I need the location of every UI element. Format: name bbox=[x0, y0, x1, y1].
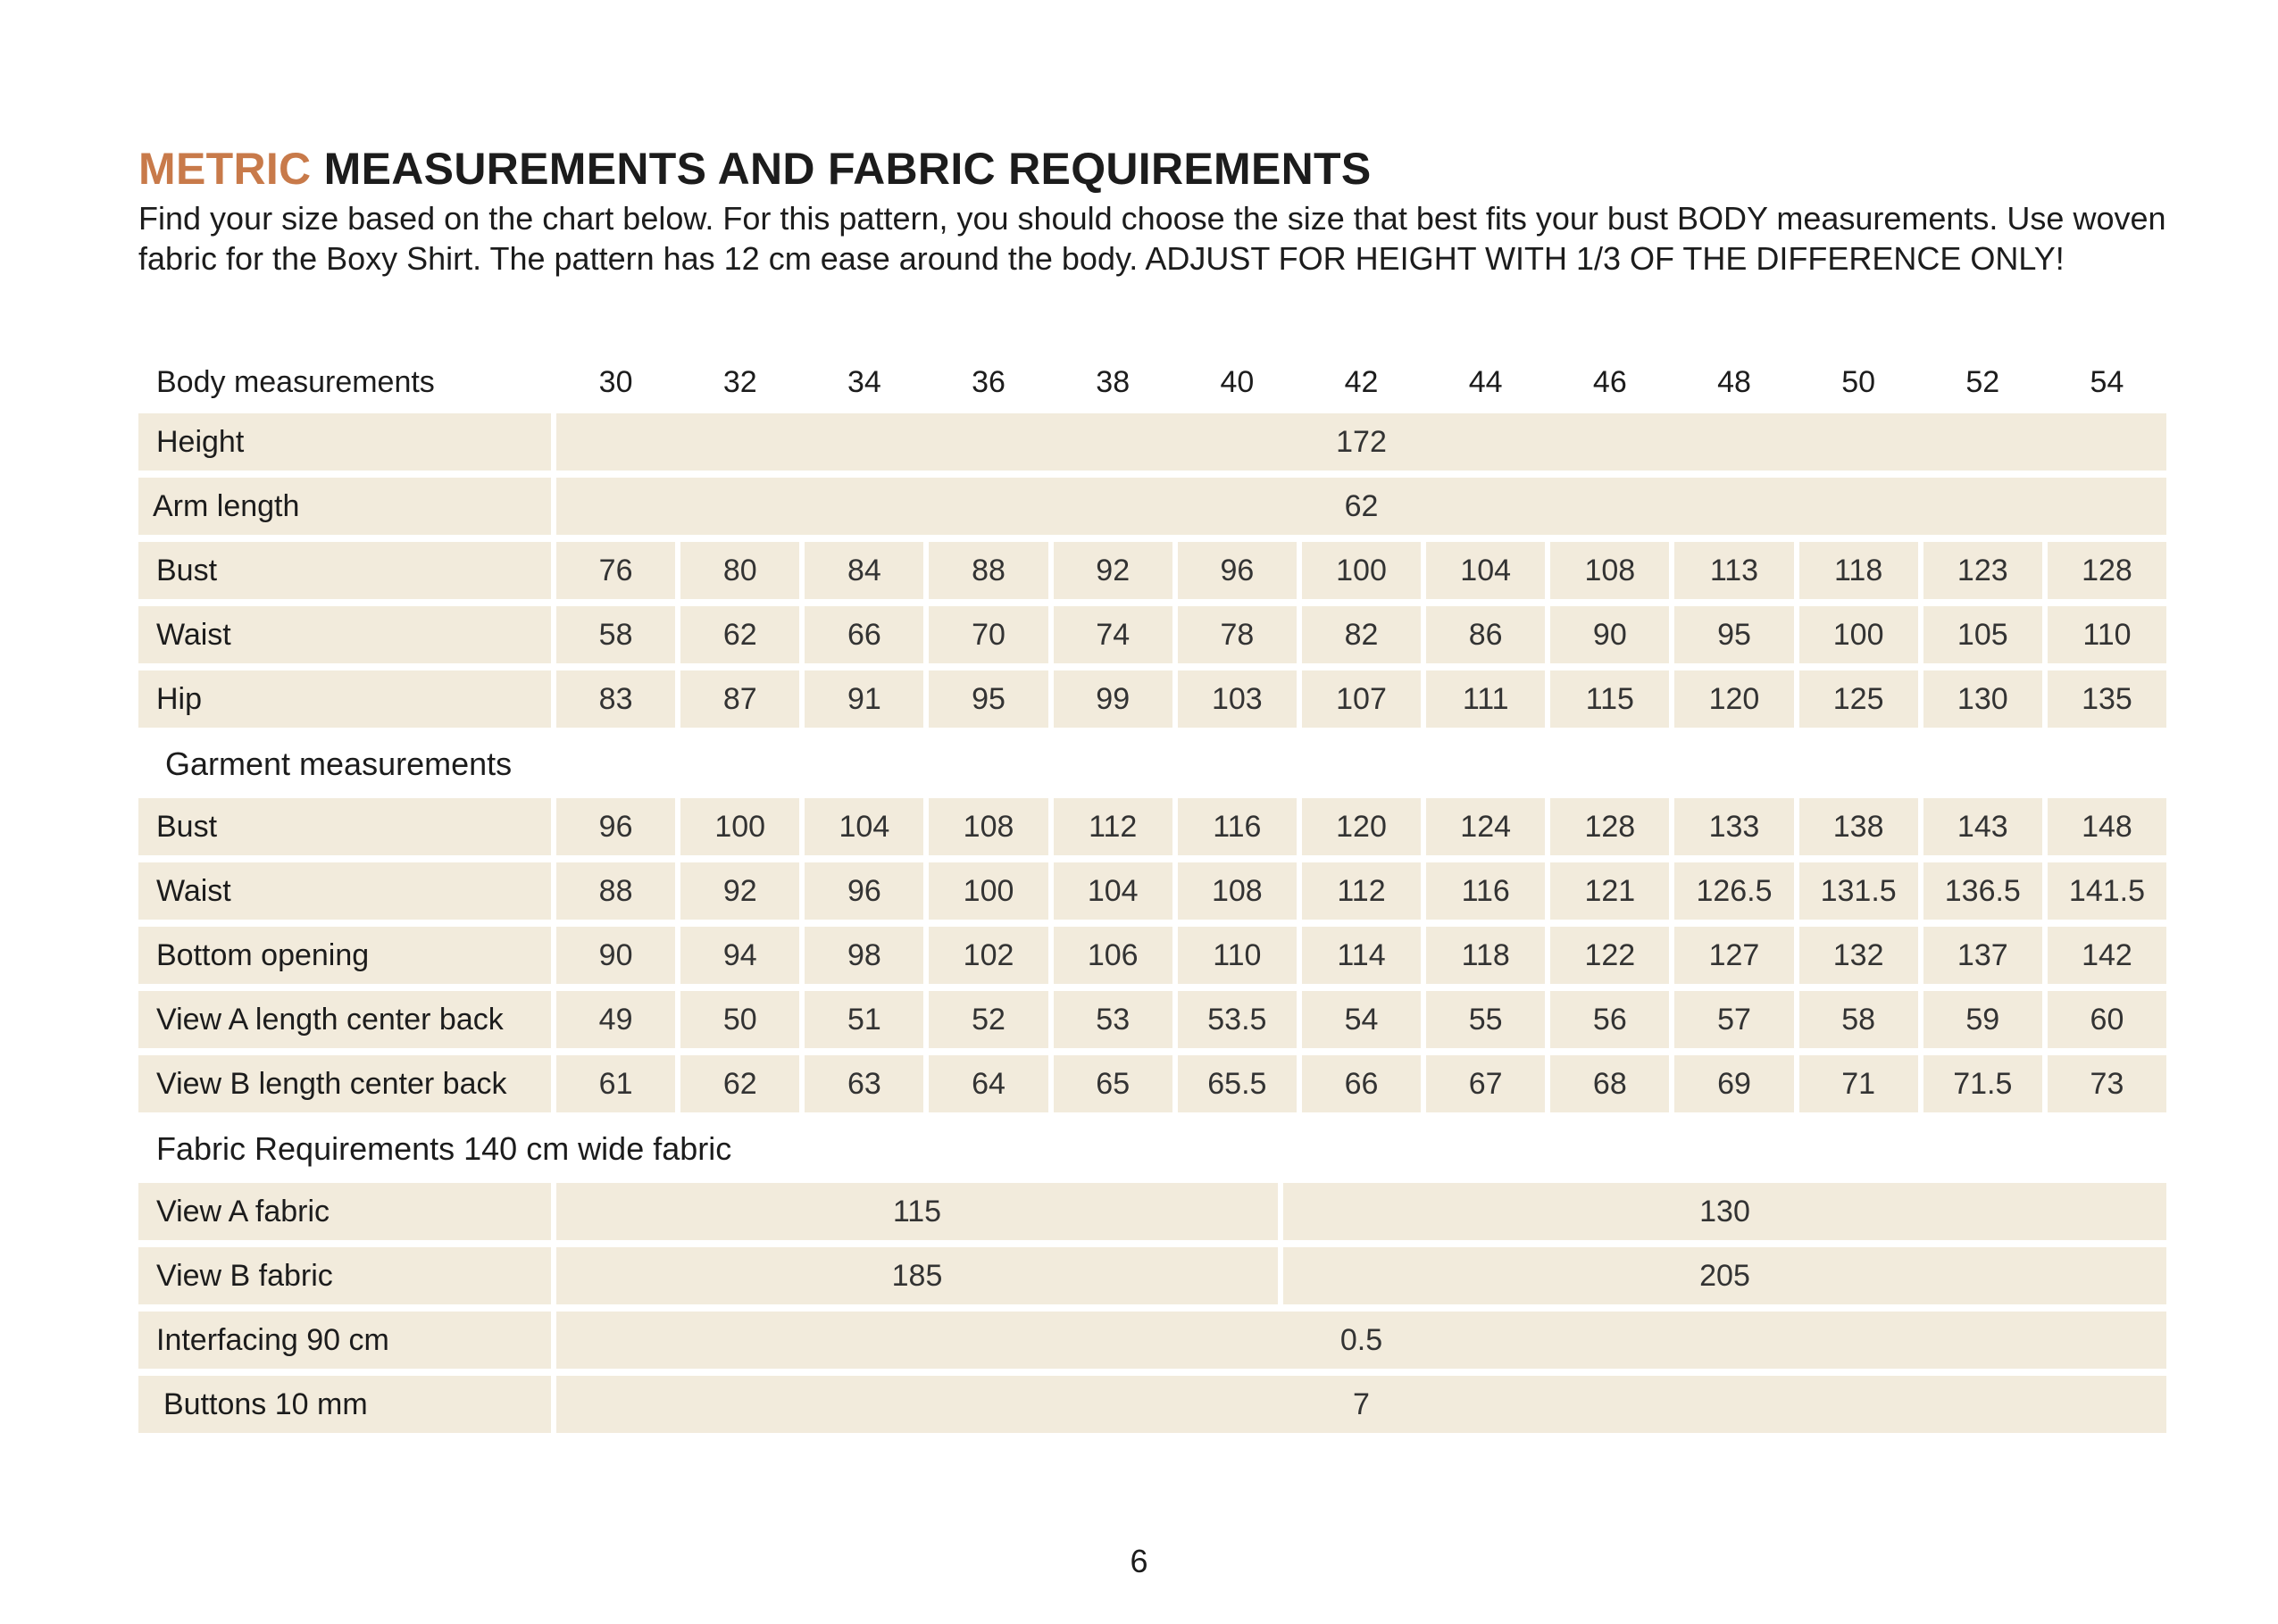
measurement-cell: 66 bbox=[1302, 1055, 1421, 1112]
measurement-cell: 62 bbox=[680, 606, 799, 663]
measurement-cell: 115 bbox=[1550, 670, 1669, 728]
measurement-cell: 103 bbox=[1178, 670, 1297, 728]
measurement-cell: 69 bbox=[1674, 1055, 1793, 1112]
measurement-cell: 148 bbox=[2048, 798, 2166, 855]
intro-text: Find your size based on the chart below. For this pattern, you should choose the size that best fits your bust BODY measurements. Use woven fabric for the Boxy Shirt. The pattern has 12 cm ease around the body. ADJUST FOR HEIGHT WITH 1/3 OF THE DIFFERENCE ONLY! bbox=[138, 200, 2166, 277]
measurement-cell: 116 bbox=[1178, 798, 1297, 855]
view-a-fabric-large: 130 bbox=[1283, 1183, 2166, 1240]
measurement-cell: 104 bbox=[1426, 542, 1545, 599]
view-b-fabric-small: 185 bbox=[556, 1247, 1278, 1304]
measurement-cell: 100 bbox=[929, 862, 1047, 920]
arm-length-row bbox=[138, 478, 2166, 535]
measurement-cell: 121 bbox=[1550, 862, 1669, 920]
measurement-cell: 94 bbox=[680, 927, 799, 984]
measurement-cell: 142 bbox=[2048, 927, 2166, 984]
measurement-cell: 60 bbox=[2048, 991, 2166, 1048]
row-label: Height bbox=[138, 413, 551, 471]
measurement-cell: 66 bbox=[805, 606, 923, 663]
measurement-cell: 73 bbox=[2048, 1055, 2166, 1112]
measurement-cell: 104 bbox=[1054, 862, 1172, 920]
size-header-row bbox=[138, 355, 2166, 409]
size-header-cell: 50 bbox=[1841, 364, 1876, 399]
measurement-cell: 53 bbox=[1054, 991, 1172, 1048]
measurement-cell: 78 bbox=[1178, 606, 1297, 663]
body-measurements-header: Body measurements bbox=[156, 364, 435, 399]
row-label: Waist bbox=[138, 606, 551, 663]
measurement-cell: 137 bbox=[1923, 927, 2042, 984]
measurement-cell: 111 bbox=[1426, 670, 1545, 728]
measurement-cell: 91 bbox=[805, 670, 923, 728]
measurement-cell: 125 bbox=[1799, 670, 1918, 728]
measurement-cell: 54 bbox=[1302, 991, 1421, 1048]
measurement-cell: 132 bbox=[1799, 927, 1918, 984]
measurement-cell: 108 bbox=[929, 798, 1047, 855]
measurement-cell: 136.5 bbox=[1923, 862, 2042, 920]
size-header-cell: 42 bbox=[1344, 364, 1379, 399]
measurement-cell: 95 bbox=[929, 670, 1047, 728]
measurement-cell: 138 bbox=[1799, 798, 1918, 855]
size-header-cell: 30 bbox=[598, 364, 633, 399]
measurement-cell: 107 bbox=[1302, 670, 1421, 728]
row-label: Buttons 10 mm bbox=[138, 1376, 551, 1433]
view-b-fabric-row bbox=[138, 1247, 2166, 1304]
measurement-cell: 104 bbox=[805, 798, 923, 855]
row-label: Bust bbox=[138, 542, 551, 599]
measurement-cell: 105 bbox=[1923, 606, 2042, 663]
row-label: View A fabric bbox=[138, 1183, 551, 1240]
measurement-cell: 135 bbox=[2048, 670, 2166, 728]
height-row bbox=[138, 413, 2166, 471]
view-a-fabric-small: 115 bbox=[556, 1183, 1278, 1240]
measurement-cell: 71.5 bbox=[1923, 1055, 2042, 1112]
body-rows bbox=[138, 542, 2166, 728]
size-header-cell: 48 bbox=[1717, 364, 1751, 399]
measurement-cell: 50 bbox=[680, 991, 799, 1048]
garment-measurement-row bbox=[138, 798, 2166, 855]
measurement-cell: 114 bbox=[1302, 927, 1421, 984]
measurement-cell: 96 bbox=[805, 862, 923, 920]
measurement-cell: 130 bbox=[1923, 670, 2042, 728]
measurement-cell: 87 bbox=[680, 670, 799, 728]
row-label: Interfacing 90 cm bbox=[138, 1312, 551, 1369]
measurement-cell: 106 bbox=[1054, 927, 1172, 984]
garment-measurement-row bbox=[138, 1055, 2166, 1112]
measurement-cell: 126.5 bbox=[1674, 862, 1793, 920]
row-label: Bottom opening bbox=[138, 927, 551, 984]
garment-measurement-row bbox=[138, 862, 2166, 920]
measurement-cell: 88 bbox=[929, 542, 1047, 599]
measurement-cell: 80 bbox=[680, 542, 799, 599]
size-header-cell: 44 bbox=[1468, 364, 1503, 399]
measurement-cell: 128 bbox=[2048, 542, 2166, 599]
title-accent: METRIC bbox=[138, 144, 312, 194]
measurement-cell: 63 bbox=[805, 1055, 923, 1112]
buttons-value: 7 bbox=[556, 1376, 2166, 1433]
measurement-cell: 76 bbox=[556, 542, 675, 599]
row-label: Bust bbox=[138, 798, 551, 855]
measurement-cell: 118 bbox=[1799, 542, 1918, 599]
measurement-cell: 118 bbox=[1426, 927, 1545, 984]
measurement-cell: 71 bbox=[1799, 1055, 1918, 1112]
measurement-cell: 102 bbox=[929, 927, 1047, 984]
height-value: 172 bbox=[556, 413, 2166, 471]
body-measurement-row bbox=[138, 670, 2166, 728]
measurement-cell: 67 bbox=[1426, 1055, 1545, 1112]
measurement-cell: 96 bbox=[1178, 542, 1297, 599]
row-label: Waist bbox=[138, 862, 551, 920]
measurement-cell: 112 bbox=[1054, 798, 1172, 855]
measurement-cell: 110 bbox=[1178, 927, 1297, 984]
measurement-cell: 110 bbox=[2048, 606, 2166, 663]
row-label: View A length center back bbox=[138, 991, 551, 1048]
measurement-cell: 49 bbox=[556, 991, 675, 1048]
size-header-cell: 46 bbox=[1592, 364, 1627, 399]
measurement-cell: 143 bbox=[1923, 798, 2042, 855]
garment-rows bbox=[138, 798, 2166, 1112]
measurement-cell: 51 bbox=[805, 991, 923, 1048]
measurement-cell: 62 bbox=[680, 1055, 799, 1112]
measurement-cell: 99 bbox=[1054, 670, 1172, 728]
measurement-cell: 57 bbox=[1674, 991, 1793, 1048]
measurement-cell: 100 bbox=[1799, 606, 1918, 663]
measurement-cell: 100 bbox=[1302, 542, 1421, 599]
row-label: Arm length bbox=[138, 478, 551, 535]
measurement-cell: 112 bbox=[1302, 862, 1421, 920]
measurement-cell: 124 bbox=[1426, 798, 1545, 855]
title-rest: MEASUREMENTS AND FABRIC REQUIREMENTS bbox=[323, 144, 1372, 194]
fabric-section-title: Fabric Requirements 140 cm wide fabric bbox=[156, 1130, 732, 1167]
measurement-cell: 96 bbox=[556, 798, 675, 855]
measurement-cell: 100 bbox=[680, 798, 799, 855]
row-label: View B fabric bbox=[138, 1247, 551, 1304]
measurement-cell: 70 bbox=[929, 606, 1047, 663]
measurement-cell: 68 bbox=[1550, 1055, 1669, 1112]
measurement-cell: 90 bbox=[556, 927, 675, 984]
size-chart-table bbox=[138, 355, 2166, 1440]
measurement-cell: 64 bbox=[929, 1055, 1047, 1112]
measurement-cell: 127 bbox=[1674, 927, 1793, 984]
measurement-cell: 128 bbox=[1550, 798, 1669, 855]
measurement-cell: 133 bbox=[1674, 798, 1793, 855]
size-header-cell: 32 bbox=[722, 364, 757, 399]
measurement-cell: 74 bbox=[1054, 606, 1172, 663]
measurement-cell: 56 bbox=[1550, 991, 1669, 1048]
page-title bbox=[138, 141, 2166, 196]
measurement-cell: 58 bbox=[1799, 991, 1918, 1048]
measurement-cell: 90 bbox=[1550, 606, 1669, 663]
garment-measurement-row bbox=[138, 991, 2166, 1048]
measurement-cell: 65 bbox=[1054, 1055, 1172, 1112]
measurement-cell: 58 bbox=[556, 606, 675, 663]
size-header-cell: 36 bbox=[972, 364, 1005, 399]
page-number: 6 bbox=[1130, 1543, 1148, 1579]
row-label: View B length center back bbox=[138, 1055, 551, 1112]
measurement-cell: 53.5 bbox=[1178, 991, 1297, 1048]
measurement-cell: 108 bbox=[1550, 542, 1669, 599]
size-header-cell: 54 bbox=[2090, 364, 2124, 399]
row-label: Hip bbox=[138, 670, 551, 728]
measurement-cell: 116 bbox=[1426, 862, 1545, 920]
measurement-cell: 92 bbox=[1054, 542, 1172, 599]
garment-section-title: Garment measurements bbox=[165, 745, 513, 782]
garment-measurement-row bbox=[138, 927, 2166, 984]
size-header-cell: 34 bbox=[847, 364, 881, 399]
view-a-fabric-row bbox=[138, 1183, 2166, 1240]
body-measurement-row bbox=[138, 606, 2166, 663]
interfacing-row bbox=[138, 1312, 2166, 1369]
measurement-cell: 61 bbox=[556, 1055, 675, 1112]
measurement-cell: 59 bbox=[1923, 991, 2042, 1048]
buttons-row bbox=[138, 1376, 2166, 1433]
measurement-cell: 120 bbox=[1674, 670, 1793, 728]
measurement-cell: 65.5 bbox=[1178, 1055, 1297, 1112]
size-header-cell: 52 bbox=[1965, 364, 2000, 399]
page bbox=[138, 141, 2166, 1421]
body-measurement-row bbox=[138, 542, 2166, 599]
measurement-cell: 82 bbox=[1302, 606, 1421, 663]
measurement-cell: 52 bbox=[929, 991, 1047, 1048]
size-header-cell: 40 bbox=[1220, 364, 1255, 399]
size-header-cell: 38 bbox=[1096, 364, 1131, 399]
measurement-cell: 92 bbox=[680, 862, 799, 920]
view-b-fabric-large: 205 bbox=[1283, 1247, 2166, 1304]
measurement-cell: 84 bbox=[805, 542, 923, 599]
measurement-cell: 131.5 bbox=[1799, 862, 1918, 920]
arm-length-value: 62 bbox=[556, 478, 2166, 535]
measurement-cell: 55 bbox=[1426, 991, 1545, 1048]
measurement-cell: 88 bbox=[556, 862, 675, 920]
measurement-cell: 113 bbox=[1674, 542, 1793, 599]
measurement-cell: 98 bbox=[805, 927, 923, 984]
measurement-cell: 95 bbox=[1674, 606, 1793, 663]
measurement-cell: 120 bbox=[1302, 798, 1421, 855]
measurement-cell: 108 bbox=[1178, 862, 1297, 920]
measurement-cell: 86 bbox=[1426, 606, 1545, 663]
interfacing-value: 0.5 bbox=[556, 1312, 2166, 1369]
measurement-cell: 123 bbox=[1923, 542, 2042, 599]
measurement-cell: 83 bbox=[556, 670, 675, 728]
measurement-cell: 141.5 bbox=[2048, 862, 2166, 920]
measurement-cell: 122 bbox=[1550, 927, 1669, 984]
